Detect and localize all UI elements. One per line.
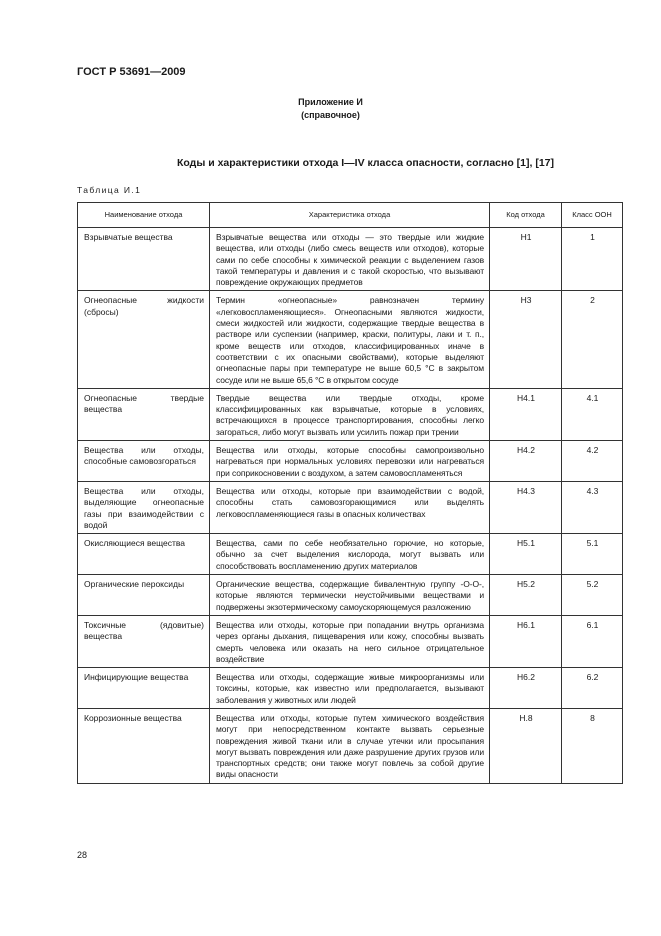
un-class: 2 (562, 291, 623, 388)
waste-code: Н.8 (490, 708, 562, 783)
table-header-row (78, 203, 623, 228)
waste-description: Термин «огнеопасные» равнозначен термину «легковоспламеняющиеся». Огнеопасными являются жидкости, смеси жидкостей или жидкости, содержащие твердые вещества в растворе или суспензии (например, краски, политуры, лаки и т. п., кроме веществ или отходов, классифицированных иначе в соответствии с их опасными свойствами), которые выделяют огнеопасные пары при температуре не выше 60,5 °С в закрытом сосуде или не выше 65,6 °С в открытом сосуде (210, 291, 490, 388)
waste-description: Твердые вещества или твердые отходы, кроме классифицированных как взрывчатые, которые в условиях, встречающихся в процессе транспортирования, способны легко загораться, либо могут вызвать или усилить пожар при трении (210, 388, 490, 440)
waste-name: Окисляющиеся вещества (78, 534, 210, 575)
un-class: 5.2 (562, 575, 623, 616)
un-class: 1 (562, 228, 623, 291)
waste-name: Огнеопасные твердые вещества (78, 388, 210, 440)
table-label: Таблица И.1 (77, 185, 142, 195)
annex-heading (0, 96, 661, 122)
waste-description: Органические вещества, содержащие бивалентную группу -О-О-, которые являются термически неустойчивыми веществами и подвержены экзотермическому самоускоряющемуся разложению (210, 575, 490, 616)
waste-code: Н3 (490, 291, 562, 388)
un-class: 8 (562, 708, 623, 783)
table-row (78, 534, 623, 575)
waste-codes-table (77, 202, 623, 784)
column-header-code: Код отхода (490, 203, 562, 228)
un-class: 6.1 (562, 615, 623, 667)
waste-code: Н4.2 (490, 441, 562, 482)
column-header-description: Характеристика отхода (210, 203, 490, 228)
waste-name: Инфицирующие вещества (78, 668, 210, 709)
table-row (78, 575, 623, 616)
waste-description: Вещества или отходы, содержащие живые микроорганизмы или токсины, которые, как известно или предполагается, вызывают заболевания у животных или людей (210, 668, 490, 709)
waste-code: Н6.2 (490, 668, 562, 709)
column-header-name: Наименование отхода (78, 203, 210, 228)
waste-code: Н1 (490, 228, 562, 291)
table-row (78, 441, 623, 482)
waste-name: Коррозионные вещества (78, 708, 210, 783)
table-row (78, 615, 623, 667)
waste-description: Вещества или отходы, которые путем химического воздействия могут при непосредственном контакте вызвать серьезные повреждения живой ткани или в случае утечки или просыпания могут вызвать повреждения или даже разрушение других грузов или транспортных средств; они также могут повлечь за собой другие виды опасности (210, 708, 490, 783)
table-row (78, 388, 623, 440)
waste-name: Органические пероксиды (78, 575, 210, 616)
waste-code: Н5.2 (490, 575, 562, 616)
waste-code: Н4.1 (490, 388, 562, 440)
table-row (78, 668, 623, 709)
waste-name: Токсичные (ядовитые) вещества (78, 615, 210, 667)
waste-name: Вещества или отходы, выделяющие огнеопасные газы при взаимодействии с водой (78, 481, 210, 533)
table-row (78, 708, 623, 783)
waste-description: Взрывчатые вещества или отходы — это твердые или жидкие вещества, или отходы (либо смесь веществ или отходов), которые сами по себе способны к химической реакции с выделением газов такой температуры и давления и с такой скоростью, что вызывают повреждение окружающих предметов (210, 228, 490, 291)
un-class: 5.1 (562, 534, 623, 575)
table-row (78, 228, 623, 291)
waste-name: Огнеопасные жидкости (сбросы) (78, 291, 210, 388)
un-class: 4.3 (562, 481, 623, 533)
un-class: 4.2 (562, 441, 623, 482)
waste-code: Н4.3 (490, 481, 562, 533)
document-code: ГОСТ Р 53691—2009 (77, 66, 186, 78)
waste-name: Взрывчатые вещества (78, 228, 210, 291)
column-header-class: Класс ООН (562, 203, 623, 228)
annex-title: Приложение И (298, 97, 363, 107)
un-class: 4.1 (562, 388, 623, 440)
page-title: Коды и характеристики отхода I—IV класса опасности, согласно [1], [17] (176, 157, 555, 169)
table-row (78, 291, 623, 388)
un-class: 6.2 (562, 668, 623, 709)
waste-description: Вещества или отходы, которые способны самопроизвольно нагреваться при нормальных условиях перевозки или нагреваться при соприкосновении с воздухом, а затем самовоспламеняться (210, 441, 490, 482)
waste-code: Н6.1 (490, 615, 562, 667)
waste-description: Вещества или отходы, которые при взаимодействии с водой, способны стать самовозгорающимися или выделять легковоспламеняющиеся газы в опасных количествах (210, 481, 490, 533)
waste-name: Вещества или отходы, способные самовозгораться (78, 441, 210, 482)
annex-type: (справочное) (301, 110, 360, 120)
waste-description: Вещества, сами по себе необязательно горючие, но которые, обычно за счет выделения кислорода, могут вызвать или способствовать воспламенению других материалов (210, 534, 490, 575)
waste-code: Н5.1 (490, 534, 562, 575)
page-number: 28 (77, 850, 88, 860)
table-row (78, 481, 623, 533)
waste-description: Вещества или отходы, которые при попадании внутрь организма через органы дыхания, пищеварения или кожу, способны вызвать смерть человека или оказать на него сильное отрицательное воздействие (210, 615, 490, 667)
